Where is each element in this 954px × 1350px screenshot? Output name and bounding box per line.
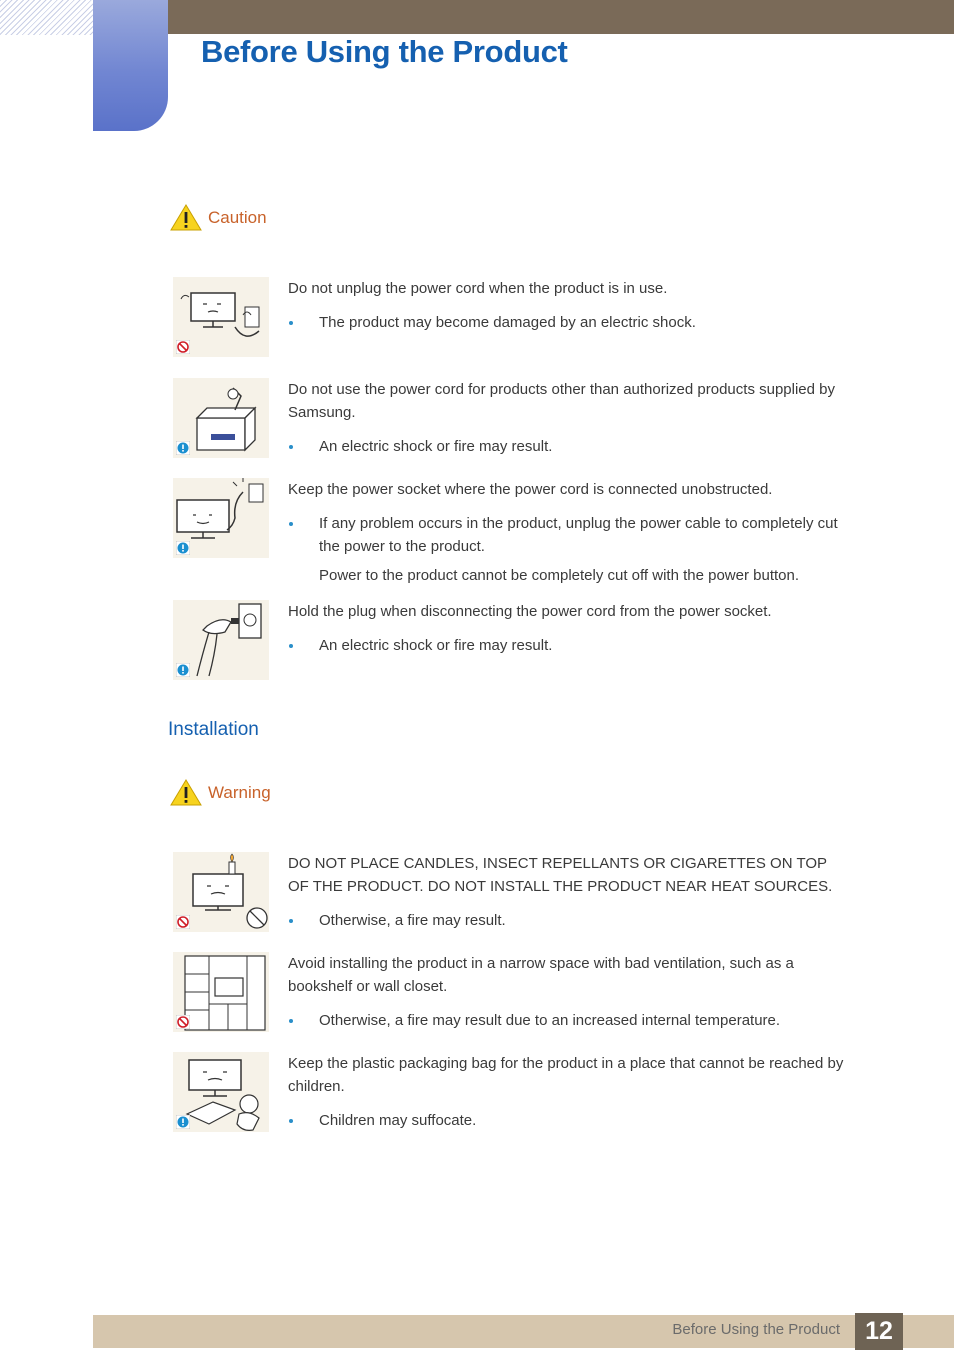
header-top-bar [168, 0, 954, 34]
instruction-text: Avoid installing the product in a narrow space with bad ventilation, such as a bookshelf or wall closet. [288, 955, 794, 995]
instruction-text: Keep the plastic packaging bag for the product in a place that cannot be reached by children. [288, 1055, 844, 1095]
caution-heading [170, 204, 267, 231]
prohibited-icon [176, 1015, 190, 1029]
bullet-text: If any problem occurs in the product, unplug the power cable to completely cut the power to the product. [288, 512, 848, 558]
info-icon [176, 441, 190, 455]
unplug-illustration [173, 277, 269, 357]
note-text: Power to the product cannot be completely cut off with the power button. [319, 567, 800, 584]
power-cord-box-illustration [173, 378, 269, 458]
bullet-text: The product may become damaged by an electric shock. [288, 311, 848, 334]
candles-illustration [173, 852, 269, 932]
bullet-text: Otherwise, a fire may result due to an increased internal temperature. [288, 1009, 848, 1032]
instruction-text: Do not unplug the power cord when the product is in use. [288, 280, 668, 297]
page-title: Before Using the Product [201, 34, 568, 69]
prohibited-icon [176, 915, 190, 929]
info-icon [176, 541, 190, 555]
caution-label: Caution [208, 207, 267, 227]
page-number: 12 [855, 1313, 903, 1350]
bullet-text: An electric shock or fire may result. [288, 435, 848, 458]
bookshelf-illustration [173, 952, 269, 1032]
installation-heading: Installation [168, 719, 259, 740]
prohibited-icon [176, 340, 190, 354]
instruction-text: DO NOT PLACE CANDLES, INSECT REPELLANTS OR CIGARETTES ON TOP OF THE PRODUCT. DO NOT INSTALL THE PRODUCT NEAR HEAT SOURCES. [288, 855, 833, 895]
warning-label: Warning [208, 782, 271, 802]
chapter-tab [93, 0, 168, 131]
instruction-text: Do not use the power cord for products other than authorized products supplied by Samsung. [288, 381, 835, 421]
socket-unobstructed-illustration [173, 478, 269, 558]
bullet-text: Children may suffocate. [288, 1109, 848, 1132]
instruction-text: Hold the plug when disconnecting the power cord from the power socket. [288, 603, 772, 620]
bullet-text: Otherwise, a fire may result. [288, 909, 848, 932]
warning-triangle-icon [170, 779, 202, 806]
packaging-bag-illustration [173, 1052, 269, 1132]
footer-section-label: Before Using the Product [672, 1321, 840, 1338]
info-icon [176, 663, 190, 677]
bullet-text: An electric shock or fire may result. [288, 634, 848, 657]
info-icon [176, 1115, 190, 1129]
warning-triangle-icon [170, 204, 202, 231]
warning-heading [170, 779, 271, 806]
instruction-text: Keep the power socket where the power cord is connected unobstructed. [288, 481, 773, 498]
header-hatch-pattern [0, 0, 93, 35]
hold-plug-illustration [173, 600, 269, 680]
